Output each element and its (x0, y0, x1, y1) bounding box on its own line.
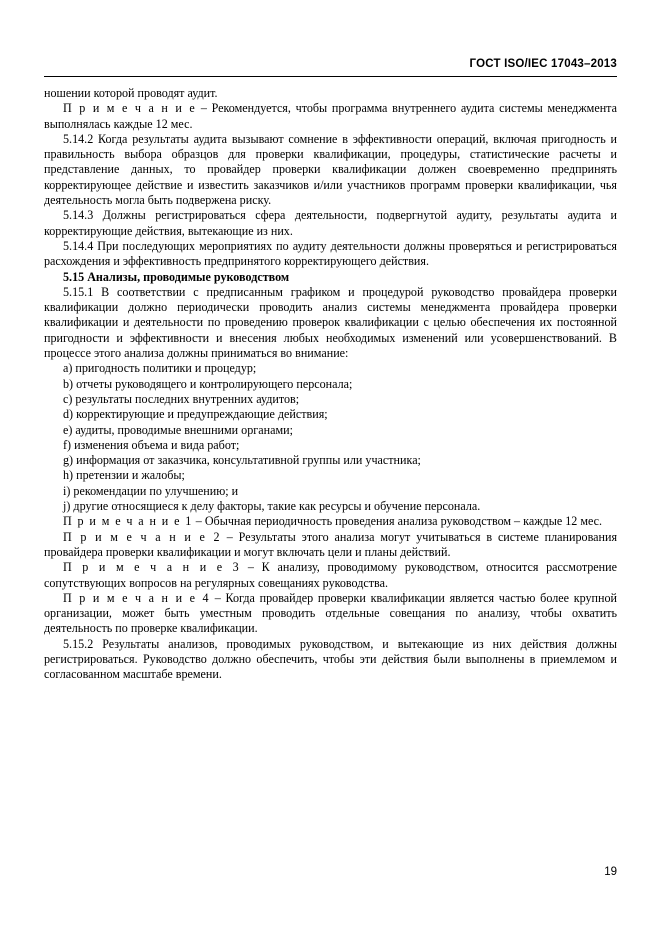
note-paragraph (44, 514, 617, 529)
note-text: – Когда провайдер проверки квалификации является частью более крупной организации, может быть уместным проводить отдельные совещания по анализу, чтобы охватить деятельность по проверке квалификации. (44, 590, 617, 636)
clause-5-15-2: 5.15.2 Результаты анализов, проводимых руководством, и вытекающие из них действия должны регистрироваться. Руководство должно обеспечить, чтобы эти действия были выполнены в приемлемом и согласованном масштабе времени. (44, 636, 617, 682)
note-paragraph (44, 591, 617, 637)
paragraph-continuation: ношении которой проводят аудит. (44, 86, 218, 100)
note-text: – К анализу, проводимому руководством, относится рассмотрение сопутствующих вопросов на регулярных совещаниях руководства. (44, 560, 617, 590)
list-item: f) изменения объема и вида работ; (63, 437, 240, 452)
clause-5-14-3: 5.14.3 Должны регистрироваться сфера деятельности, подвергнутой аудиту, результаты аудита и корректирующие действия, вытекающие из них. (44, 208, 617, 238)
list-item: i) рекомендации по улучшению; и (63, 483, 239, 498)
note-label: П р и м е ч а н и е 4 (63, 590, 210, 605)
page-header-standard-number: ГОСТ ISO/IEC 17043–2013 (469, 58, 617, 70)
list-item: j) другие относящиеся к делу факторы, такие как ресурсы и обучение персонала. (63, 499, 481, 514)
note-text: – Обычная периодичность проведения анализа руководством – каждые 12 мес. (192, 514, 603, 529)
note-paragraph (44, 101, 617, 132)
note-text: – Результаты этого анализа могут учитываться в системе планирования провайдера проверки квалификации и могут включать цели и планы действий. (44, 529, 618, 559)
note-label: П р и м е ч а н и е (63, 101, 197, 116)
note-label: П р и м е ч а н и е 1 (63, 514, 193, 529)
note-label: П р и м е ч а н и е 3 (63, 560, 241, 575)
list-item: a) пригодность политики и процедур; (63, 361, 257, 376)
note-label: П р и м е ч а н и е 2 (63, 529, 221, 544)
list-item: c) результаты последних внутренних аудитов; (63, 391, 300, 406)
clause-5-15-1: 5.15.1 В соответствии с предписанным графиком и процедурой руководство провайдера проверки квалификации должно периодически проводить анализ системы менеджмента провайдера проверки квалификации и деятельности по проведению проверок квалификации с целью обеспечения их постоянной пригодности и эффективности и внесения любых необходимых изменений или усовершенствований. В процессе этого анализа должны приниматься во внимание: (44, 284, 617, 361)
clause-5-14-4: 5.14.4 При последующих мероприятиях по аудиту деятельности должны проверяться и регистрироваться расхождения и эффективность предпринятого корректирующего действия. (44, 238, 617, 269)
list-item: h) претензии и жалобы; (63, 468, 185, 483)
note-paragraph (44, 560, 617, 591)
section-heading-5-15: 5.15 Анализы, проводимые руководством (63, 269, 290, 284)
note-text: – Рекомендуется, чтобы программа внутреннего аудита системы менеджмента выполнялась каждые 12 мес. (44, 101, 617, 131)
clause-5-14-2: 5.14.2 Когда результаты аудита вызывают сомнение в эффективности операций, включая пригодность и правильность выбора образцов для проверки квалификации, процедуры, статистические расчеты и представление данных, то провайдер проверки квалификации должен своевременно предпринять корректирующее действие и известить заказчиков и/или участников программ проверки квалификации, чья деятельность могла быть подвержена риску. (44, 131, 617, 208)
list-item: e) аудиты, проводимые внешними органами; (63, 422, 293, 437)
list-item: b) отчеты руководящего и контролирующего персонала; (63, 376, 353, 391)
list-item: d) корректирующие и предупреждающие действия; (63, 407, 328, 422)
page-number: 19 (604, 866, 617, 878)
header-divider (44, 76, 617, 77)
document-body (44, 86, 617, 683)
note-paragraph (44, 530, 617, 561)
list-item: g) информация от заказчика, консультативной группы или участника; (63, 453, 421, 468)
